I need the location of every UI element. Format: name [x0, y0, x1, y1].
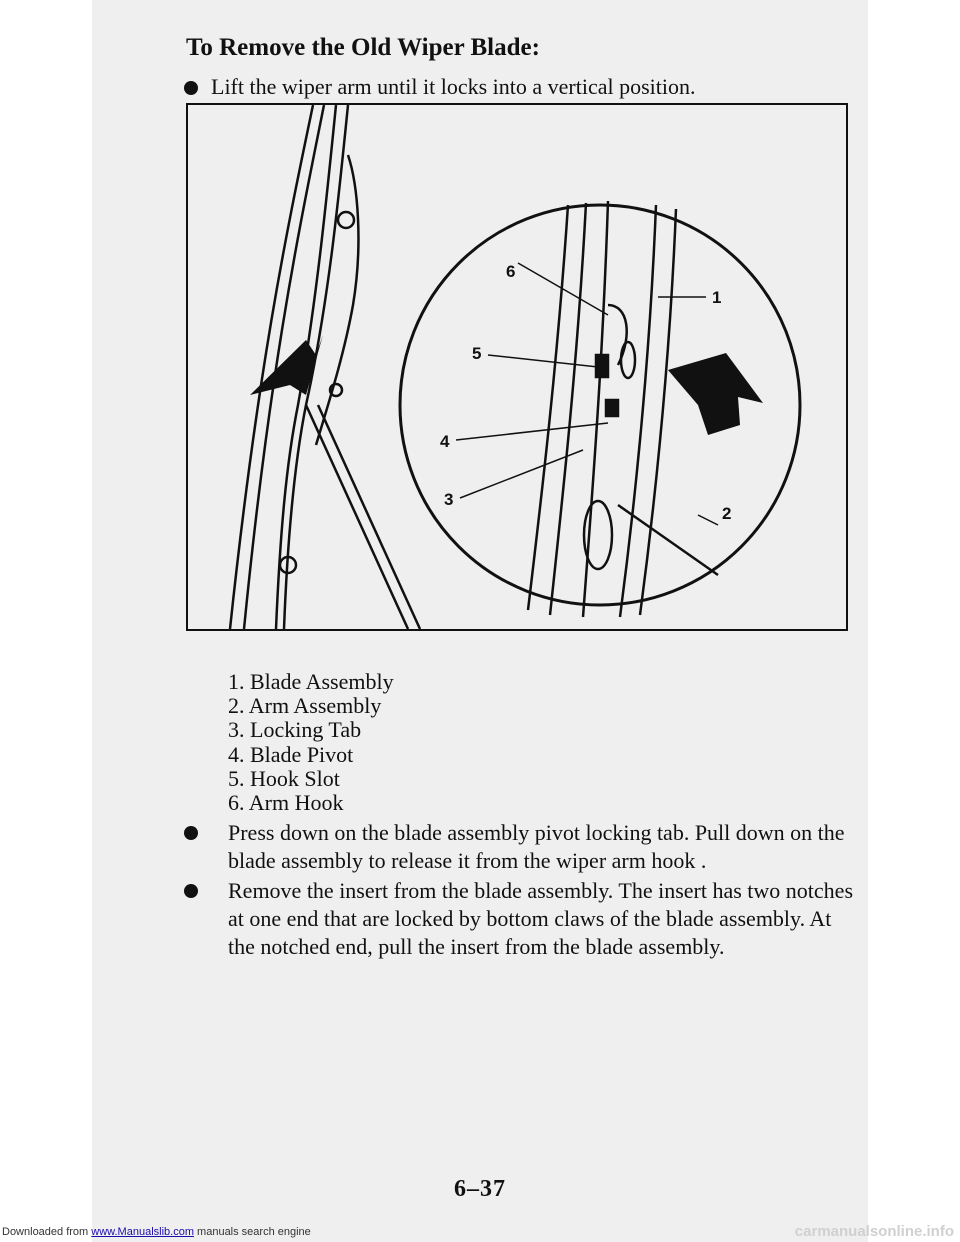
bullet-2-line: Press down on the blade assembly pivot locking tab. Pull down on the [228, 820, 845, 845]
bullet-2-line: blade assembly to release it from the wiper arm hook . [228, 848, 707, 873]
wiper-diagram-svg [188, 105, 846, 629]
legend-item: 5. Hook Slot [228, 765, 340, 791]
legend-item: 1. Blade Assembly [228, 669, 394, 694]
bullet-icon [184, 826, 198, 840]
magnifier-circle [400, 205, 800, 605]
bullet-3-line: the notched end, pull the insert from the blade assembly. [228, 934, 725, 959]
wiper-illustration [186, 103, 848, 631]
bullet-2-text [228, 819, 868, 875]
figure-legend [228, 670, 394, 815]
downloaded-from-note [2, 1226, 311, 1238]
watermark: carmanualsonline.info [794, 1223, 954, 1240]
manualslib-link[interactable]: www.Manualslib.com [91, 1226, 194, 1238]
callout-3: 3 [444, 490, 454, 509]
downloaded-prefix: Downloaded from [2, 1226, 89, 1238]
legend-item: 2. Arm Assembly [228, 693, 382, 719]
callout-1: 1 [712, 288, 722, 307]
bullet-3-line: at one end that are locked by bottom claws of the blade assembly. At [228, 906, 832, 931]
section-heading: To Remove the Old Wiper Blade: [186, 34, 540, 61]
left-arrow-icon [250, 335, 323, 395]
legend-item: 3. Locking Tab [228, 717, 362, 743]
legend-item: 6. Arm Hook [228, 790, 344, 816]
downloaded-suffix: manuals search engine [197, 1226, 311, 1238]
callout-5: 5 [472, 344, 482, 363]
callout-6: 6 [506, 262, 516, 281]
page-number: 6–37 [454, 1176, 506, 1202]
bullet-3-text [228, 877, 868, 961]
bullet-icon [184, 884, 198, 898]
callout-2: 2 [722, 504, 732, 523]
bullet-icon [184, 81, 198, 95]
legend-item: 4. Blade Pivot [228, 741, 354, 767]
left-margin [0, 0, 92, 1242]
bullet-1-text: Lift the wiper arm until it locks into a vertical position. [211, 74, 696, 99]
bullet-3-line: Remove the insert from the blade assembly. The insert has two notches [228, 878, 854, 903]
right-margin [868, 0, 960, 1242]
callout-4: 4 [440, 432, 450, 451]
